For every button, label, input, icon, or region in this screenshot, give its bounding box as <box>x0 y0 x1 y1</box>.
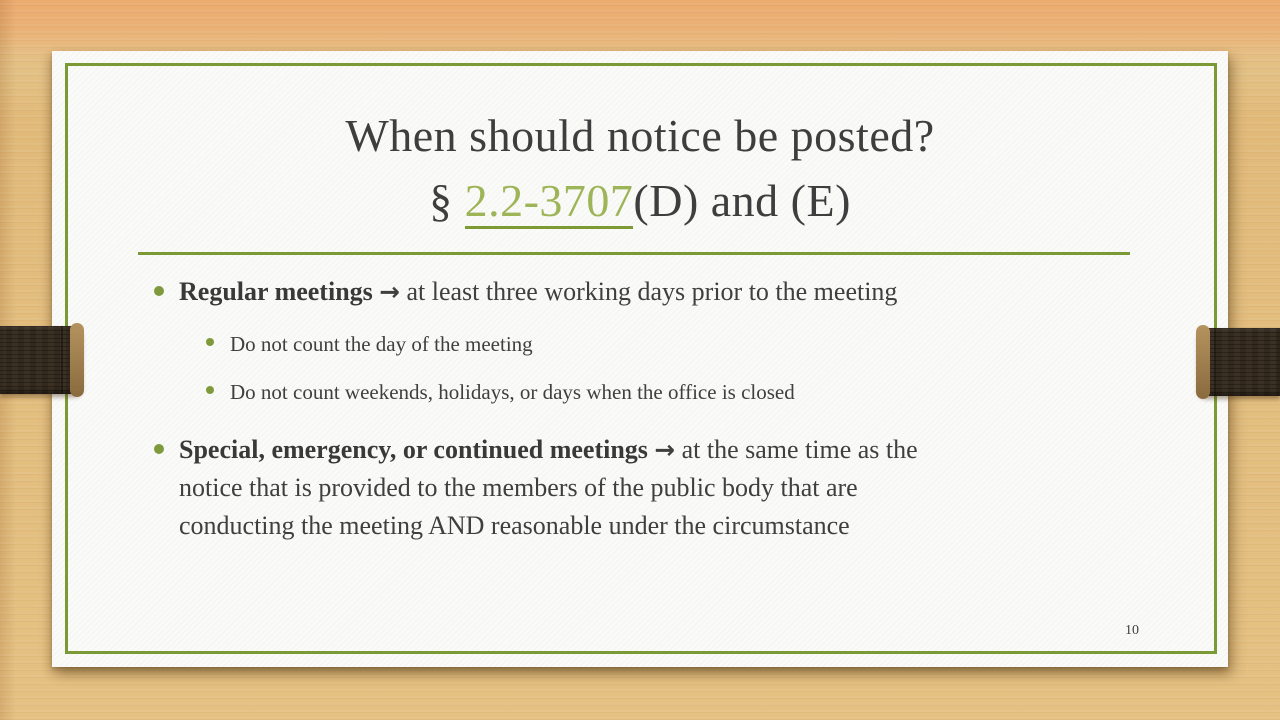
title-underline <box>138 252 1130 255</box>
bullet-icon <box>206 338 214 346</box>
left-strap-decoration <box>0 326 82 394</box>
slide-title <box>52 103 1228 233</box>
statute-suffix: (D) and (E) <box>633 175 851 226</box>
slide-body <box>153 273 1160 545</box>
bullet-icon <box>154 444 164 454</box>
right-strap-decoration <box>1198 328 1280 396</box>
statute-link[interactable]: 2.2-3707 <box>465 175 634 229</box>
sub-bullet-text: Do not count the day of the meeting <box>230 332 533 356</box>
bullet-item-special-meetings <box>153 431 1160 545</box>
bullet-text-line: notice that is provided to the members of the public body that are <box>179 473 858 502</box>
sub-bullet-text: Do not count weekends, holidays, or days when the office is closed <box>230 380 795 404</box>
arrow-icon: → <box>379 277 400 306</box>
bullet-text-line: conducting the meeting AND reasonable under the circumstance <box>179 511 850 540</box>
bullet-lead: Regular meetings <box>179 277 373 306</box>
bullet-text: at least three working days prior to the meeting <box>406 277 898 306</box>
bullet-text-line: at the same time as the <box>681 435 918 464</box>
bullet-lead: Special, emergency, or continued meetings <box>179 435 648 464</box>
slide-number: 10 <box>1125 623 1139 638</box>
statute-prefix: § <box>429 175 465 226</box>
bullet-icon <box>206 386 214 394</box>
sub-bullet-weekends-holidays <box>205 377 1160 407</box>
sub-bullet-day-of-meeting <box>205 329 1160 359</box>
bullet-item-regular-meetings <box>153 273 1160 311</box>
title-line-1: When should notice be posted? <box>345 110 935 161</box>
bullet-icon <box>154 286 164 296</box>
arrow-icon: → <box>654 435 676 464</box>
slide-card <box>52 51 1228 667</box>
